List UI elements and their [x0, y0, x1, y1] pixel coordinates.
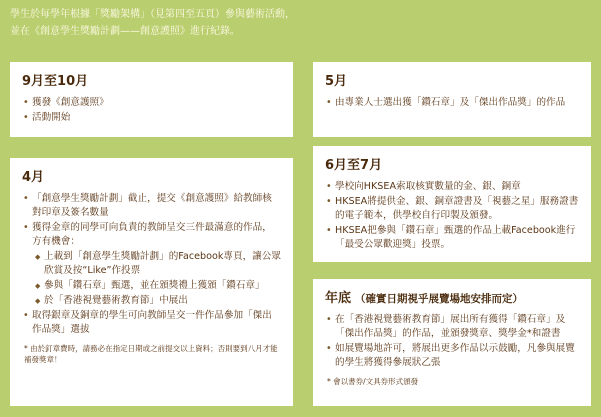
intro-text	[10, 6, 590, 40]
list-item: • 「創意學生獎勵計劃」截止，提交《創意護照》給教師核對印章及簽名數量	[22, 192, 281, 220]
card-title-sep-oct: 9月至10月	[22, 74, 89, 89]
card-sep-oct	[10, 62, 293, 137]
list-item: • HKSEA把參與「鑽石章」甄選的作品上載Facebook進行「最受公眾歡迎獎」投票。	[325, 224, 579, 252]
list-item: • 在「香港視覺藝術教育節」展出所有獲得「鑽石章」及「傑出作品獎」的作品，並頒發獎章、獎學金*和證書	[325, 313, 579, 341]
list-item-text: 獲得金章的同學可向負責的教師呈交三件最滿意的作品，方有機會：	[32, 222, 272, 247]
list-item: • 活動開始	[22, 111, 281, 125]
footnote-april: * 由於釘章費時，請務必在指定日期或之前提交以上資料；否則要到八月才能補發獎章！	[24, 344, 278, 364]
card-may	[313, 62, 591, 137]
sub-list-april	[34, 250, 281, 308]
card-title-may: 5月	[325, 74, 348, 89]
sub-list-item: ◆ 上載到「創意學生獎勵計劃」的Facebook專頁，讓公眾欣賞及按“Like”作投票	[34, 250, 281, 278]
list-item	[22, 221, 281, 308]
footnote-year-end: * 會以書券/文具券形式頒發	[327, 377, 419, 386]
list-item: • 學校向HKSEA索取核實數量的金、銀、銅章	[325, 180, 579, 194]
list-may	[325, 96, 579, 110]
card-subtitle-year-end: （確實日期視乎展覽場地安排而定）	[355, 293, 524, 305]
card-title-year-end	[325, 287, 579, 306]
list-item: • 如展覽場地許可，將展出更多作品以示鼓勵，凡參與展覽的學生將獲得參展狀乙張	[325, 342, 579, 370]
sub-list-item: ◆ 參與「鑽石章」甄選，並在頒獎禮上獲頒「鑽石章」	[34, 279, 281, 293]
list-sep-oct	[22, 96, 281, 125]
card-title-year-end-main: 年底	[325, 291, 352, 306]
sub-list-item: ◆ 於「香港視覺藝術教育節」中展出	[34, 294, 281, 308]
card-title-jun-jul: 6月至7月	[325, 158, 383, 173]
card-title-april: 4月	[22, 170, 45, 185]
card-jun-jul	[313, 146, 591, 262]
intro-line-2: 並在《創意學生獎勵計劃——創意護照》進行紀錄。	[10, 26, 240, 37]
intro-line-1: 學生於每學年根據「獎勵架構」（見第四至五頁）參與藝術活動，	[10, 9, 295, 20]
list-year-end	[325, 313, 579, 370]
list-jun-jul	[325, 180, 579, 252]
list-item: • 取得銀章及銅章的學生可向教師呈交一件作品參加「傑出作品獎」選拔	[22, 309, 281, 337]
list-april	[22, 192, 281, 337]
list-item: • 由專業人士選出獲「鑽石章」及「傑出作品獎」的作品	[325, 96, 579, 110]
card-april	[10, 158, 293, 406]
list-item: • HKSEA將提供金、銀、銅章證書及「視藝之星」服務證書的電子範本，供學校自行印製及頒發。	[325, 195, 579, 223]
card-year-end	[313, 279, 591, 406]
list-item: • 獲發《創意護照》	[22, 96, 281, 110]
